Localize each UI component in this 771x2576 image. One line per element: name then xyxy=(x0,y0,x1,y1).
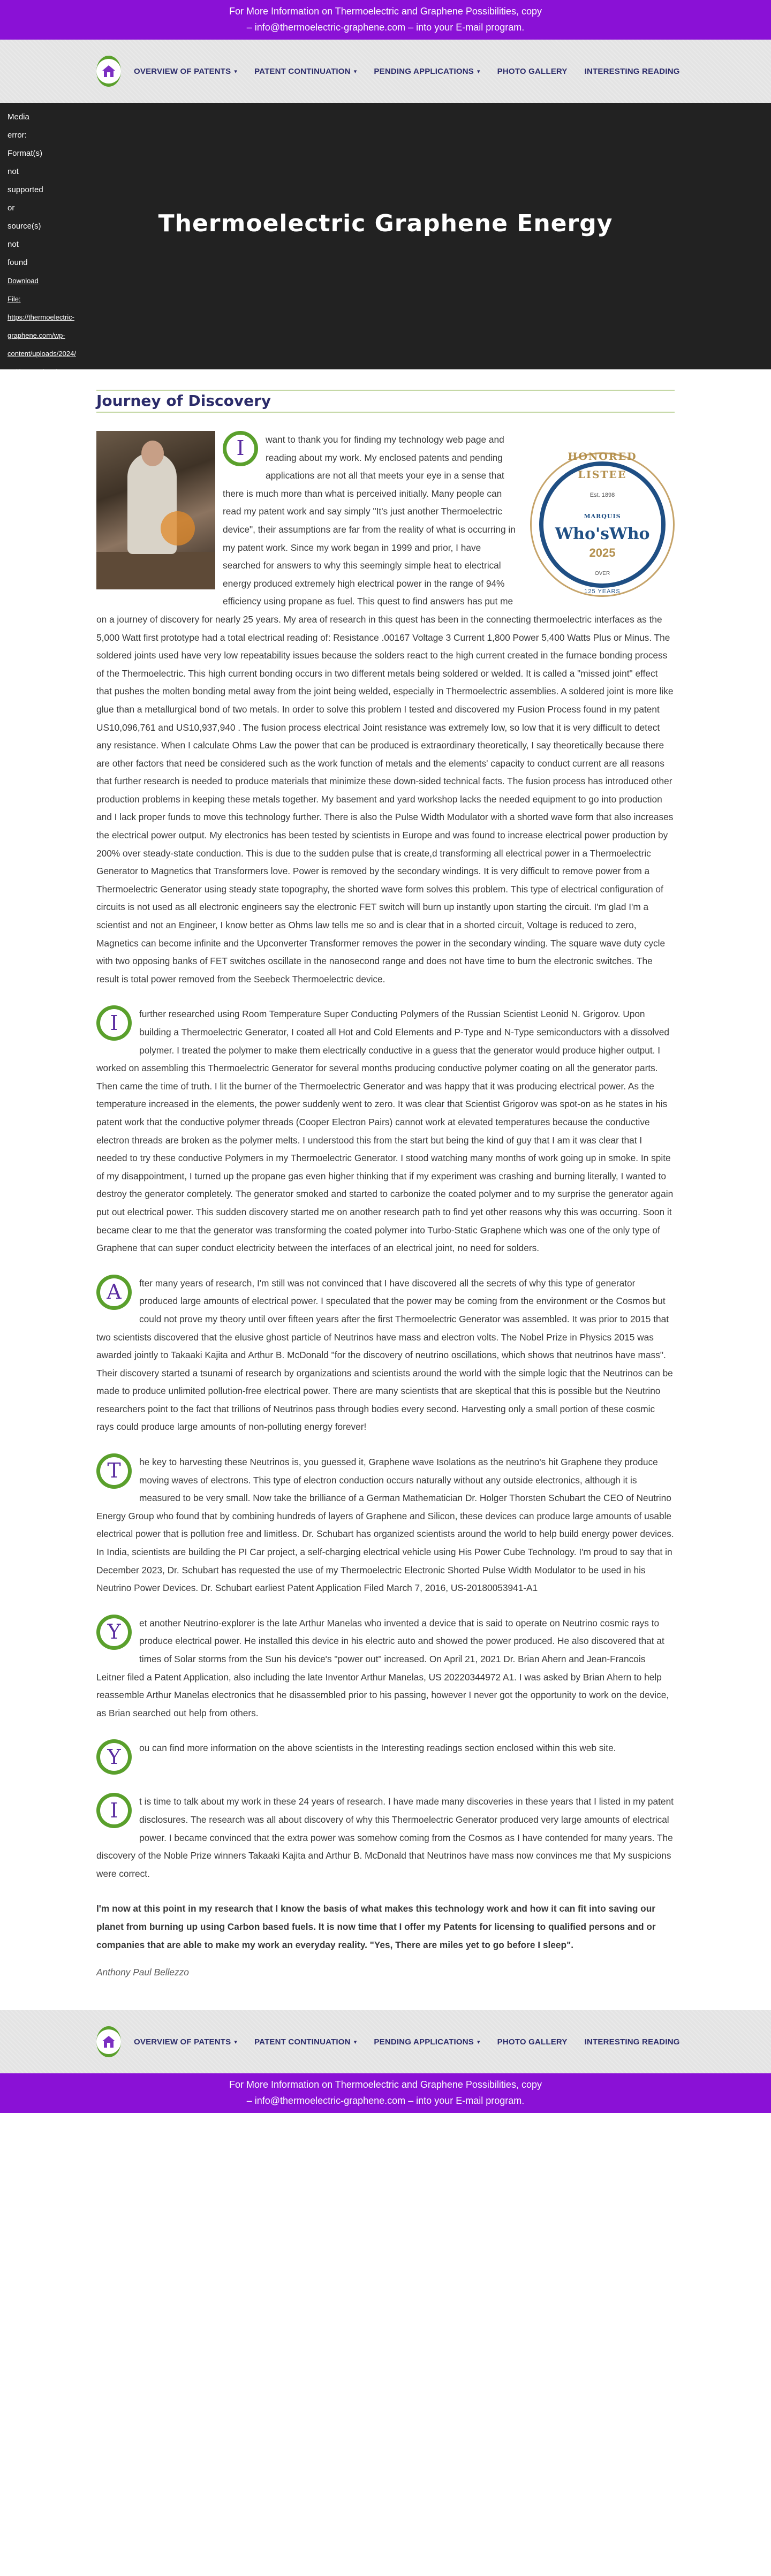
article-paragraph xyxy=(96,1005,675,1257)
chevron-down-icon: ▾ xyxy=(234,2039,238,2045)
article-paragraph xyxy=(96,1793,675,1883)
email-link[interactable]: info@thermoelectric-graphene.com xyxy=(254,2095,406,2107)
file-url-link[interactable]: graphene.com/wp- xyxy=(7,331,65,339)
chevron-down-icon: ▾ xyxy=(477,2039,480,2045)
announcement-email-line: – info@thermoelectric-graphene.com – into your E-mail program. xyxy=(246,22,525,33)
chevron-down-icon: ▾ xyxy=(353,68,357,75)
dropcap: I xyxy=(223,431,258,466)
chevron-down-icon: ▾ xyxy=(353,2039,357,2045)
home-icon xyxy=(101,64,116,78)
article-paragraph xyxy=(96,1739,675,1776)
inventor-photo xyxy=(96,431,215,589)
paragraph-text: et another Neutrino-explorer is the late Arthur Manelas who invented a device that is said to operate on Neutrino cosmic rays to produce electrical power. He installed this device in his electric auto and showed the power produced. He also discovered that at times of Solar storms from the Sun his device's "power out" increased. On April 21, 2021 Dr. Brian Ahern and Jean-Francois Leitner filed a Patent Application, also including the late Inventor Arthur Manelas, US 20220344972 A1. I was asked by Brian Ahern to help reassemble Arthur Manelas electronics that he disassembled prior to his passing, however I never got the opportunity to work on the device, as Brian searched out help from others. xyxy=(96,1617,669,1718)
dropcap: T xyxy=(96,1453,132,1489)
chevron-down-icon: ▾ xyxy=(477,68,480,75)
paragraph-text: fter many years of research, I'm still was not convinced that I have discovered all the secrets of why this type of generator produced large amounts of electrical power. I speculated that the power may be coming from the environment or the Cosmos but could not prove my theory until over fifteen years after the first Thermoelectric Generator was assembled. It was prior to 2015 that two scientists discovered that the elusive ghost particle of Neutrinos have mass and electron volts. The Nobel Prize in Physics 2015 was awarded jointly to Takaaki Kajita and Arthur B. McDonald "for the discovery of neutrino oscillations, which shows that neutrinos have mass". Their discovery started a tsunami of research by organizations and scientists around the world with the simple logic that the Neutrinos can be made to produce unlimited pollution-free electrical power. There are many scientists that are skeptical that this is possible but the Neutrino researchers point to the fact that trillions of Neutrinos pass through bodies every second. Harvesting only a small portion of these cosmic rays could produce large amounts of non-polluting energy forever! xyxy=(96,1277,673,1433)
home-logo[interactable] xyxy=(96,2026,121,2057)
nav-photo-gallery[interactable]: PHOTO GALLERY xyxy=(497,2037,568,2047)
dropcap: Y xyxy=(96,1739,132,1775)
page-title: Journey of Discovery xyxy=(96,390,675,413)
nav-overview-of-patents[interactable]: OVERVIEW OF PATENTS ▾ xyxy=(134,66,238,76)
dropcap: Y xyxy=(96,1615,132,1650)
announcement-email-line: – info@thermoelectric-graphene.com – into your E-mail program. xyxy=(246,2095,525,2107)
download-link[interactable]: Download xyxy=(7,277,39,285)
nav-photo-gallery[interactable]: PHOTO GALLERY xyxy=(497,66,568,76)
whos-who-badge: HONORED LISTEE Est. 1898 MARQUIS Who'sWho 2025 OVER 125 YEARS xyxy=(530,452,675,597)
article-paragraph xyxy=(96,1615,675,1723)
hero-title: Thermoelectric Graphene Energy xyxy=(158,210,613,237)
announcement-bar xyxy=(0,0,771,40)
file-url-link[interactable]: https://thermoelectric- xyxy=(7,313,74,321)
paragraph-text: want to thank you for finding my technology web page and reading about my work. My enclosed patents and pending applications are not all that meets your eye in a sense that there is much more than what is perceived initially. Many people can read my patent work and say simply "It's just another Thermoelectric device", their assumptions are far from the reality of what is occurring in my patent work. Since my work began in 1999 and prior, I have searched for answers to why this seemingly simple heat to electrical energy produced extremely high electrical power in the range of 94% efficiency using propane as fuel. This quest to find answers has put me on a journey of discovery for nearly 25 years. My area of research in this quest has been in the connecting thermoelectric interfaces as the 5,000 Watt first prototype had a total electrical reading of: Resistance .00167 Voltage 3 Current 1,800 Power 5,400 Watts Plus or Minus. The soldered joints used have very low repeatability issues because the solders react to the high current created in the furnace bonding process of the Thermoelectric. This high current bonding occurs in two different metals being soldered or welded. It is called a "missed joint" effect that pushes the molten bonding metal away from the joint being welded, especially in Thermoelectric assemblies. A soldered joint is more like glue than a metallurgical bond of two metals. In order to solve this problem I tested and discovered my Fusion Process found in my patent US10,096,761 and US10,937,940 . The fusion process electrical Joint resistance was extremely low, so low that it is very difficult to detect any resistance. When I calculate Ohms Law the power that can be produced is extraordinary theoretically, I say theoretically because there are other factors that need be considered such as the work function of metals and the elements' capacity to conduct current are all reasons that further research is needed to produce materials that minimize these down-sided technical facts. The fusion process has introduced other production problems in keeping these metals together. My basement and yard workshop lacks the needed equipment to go into production and I lack proper funds to move this technology further. There is also the Pulse Width Modulator with a shorted wave form that also increases the electrical power output. My electronics has been tested by scientists in Europe and was found to increase electrical power production by 200% over steady-state conduction. This is due to the sudden pulse that is create,d transforming all electrical power in a Thermoelectric Generator to Magnetics that Transformers love. Power is removed by the secondary windings. It is very difficult to remove power from a Thermoelectric Generator using steady state topography, the shorted wave form solves this problem. This type of electrical configuration of circuits is not used as all electronic engineers say the electronic FET switch will burn up instantly upon starting the circuit. I'm glad I'm a scientist and not an Engineer, I know better as Ohms law tells me so and is clear that in a shorted circuit, Voltage is reduced to zero, Magnetics can become infinite and the Upconverter Transformer removes the power in the secondary winding. The square wave duty cycle with two opposing banks of FET switches oscillate in the nanosecond range and does not have time to burn the electronic switches. The result is total power removed from the Seebeck Thermoelectric device. xyxy=(96,434,674,984)
nav-interesting-reading[interactable]: INTERESTING READING xyxy=(584,66,680,76)
paragraph-text: ou can find more information on the above scientists in the Interesting readings section enclosed within this web site. xyxy=(139,1742,616,1754)
article-paragraph xyxy=(96,431,675,988)
main-content xyxy=(96,369,675,2010)
announcement-line: For More Information on Thermoelectric and Graphene Possibilities, copy xyxy=(229,2079,542,2090)
main-navigation xyxy=(0,40,771,103)
author-signature: Anthony Paul Bellezzo xyxy=(96,1967,189,1978)
paragraph-text: he key to harvesting these Neutrinos is, you guessed it, Graphene wave Isolations as the neutrino's hit Graphene they produce moving waves of electrons. This type of electron conduction occurs naturally without any outside electronics, although it is measured to be very small. Now take the brilliance of a German Mathematician Dr. Holger Thorsten Schubart the CEO of Neutrino Energy Group who found that by combining hundreds of layers of Graphene and Silicon, these devices can produce large amounts of usable electrical power that is pollution free and limitless. Dr. Schubart has organized scientists around the world to help build energy power devices. In India, scientists are building the PI Car project, a self-charging electrical vehicle using His Power Cube Technology. I'm proud to say that in December 2023, Dr. Schubart has requested the use of my Thermoelectric Electronic Shorted Pulse Width Modulator to be used in his Neutrino Power Devices. Dr. Schubart earliest Patent Application Filed March 7, 2016, US-20180053941-A1 xyxy=(96,1457,674,1594)
dropcap: I xyxy=(96,1793,132,1828)
paragraph-text: t is time to talk about my work in these 24 years of research. I have made many discoveries in these years that I listed in my patent disclosures. The research was all about discovery of why this Thermoelectric Generator produced very large amounts of electrical power. I became convinced that the extra power was somehow coming from the Cosmos as I have contended for many years. The discovery of the Noble Prize winners Takaaki Kajita and Arthur B. McDonald that Neutrinos have mass now convinces me that My suspicions were correct. xyxy=(96,1796,674,1879)
file-link[interactable]: File: xyxy=(7,295,21,303)
dropcap: A xyxy=(96,1275,132,1310)
nav-patent-continuation[interactable]: PATENT CONTINUATION ▾ xyxy=(254,2037,357,2047)
media-error-message: Media error: Format(s) not supported or source(s) not found Download File: https://thermoelectric- graphene.com/wp- content/uploads/2024/07/thermoelectric- xyxy=(7,108,77,381)
article-paragraph xyxy=(96,1275,675,1436)
announcement-line: For More Information on Thermoelectric and Graphene Possibilities, copy xyxy=(229,6,542,17)
nav-pending-applications[interactable]: PENDING APPLICATIONS ▾ xyxy=(374,66,480,76)
nav-overview-of-patents[interactable]: OVERVIEW OF PATENTS ▾ xyxy=(134,2037,238,2047)
dropcap: I xyxy=(96,1005,132,1041)
email-link[interactable]: info@thermoelectric-graphene.com xyxy=(254,22,406,33)
paragraph-text: further researched using Room Temperature Super Conducting Polymers of the Russian Scientist Leonid N. Grigorov. Upon building a Thermoelectric Generator, I coated all Hot and Cold Elements and P-Type and N-Type semiconductors with a dissolved polymer. I treated the polymer to make them electrically conductive in a guess that the generator would produce higher output. I worked on assembling this Thermoelectric Generator for several months producing conductive polymer coating on all the generator parts. Then came the time of truth. I lit the burner of the Thermoelectric Generator and was happy that it was producing electrical power. As the temperature increased in the elements, the power suddenly went to zero. It was clear that Scientist Grigorov was spot-on as he states in his patent work that the conductive polymer threads (Cooper Electron Pairs) cannot work at elevated temperatures because the conductive electron threads are broken as the polymer melts. I understood this from the start but being the kind of guy that I am it was clear that I needed to try these conductive Polymers in my Thermoelectric Generator. I stood watching many months of work going up in smoke. In spite of my disappointment, I turned up the propane gas even higher thinking that if my experiment was crashing and burning literally, I wanted to destroy the generator completely. The generator smoked and started to carbonize the coated polymer and to my surprise the generator again put out electrical power. This sudden discovery started me on another research path to find yet other reasons why this was occurring. Soon it became clear to me that the generator was transforming the coated polymer into Turbo-Static Graphene which was one of the only type of Graphene that can super conduct electricity between the interfaces of an electrical joint, no need for solders. xyxy=(96,1009,674,1254)
home-icon xyxy=(101,2035,116,2049)
footer-navigation xyxy=(0,2010,771,2073)
home-logo[interactable] xyxy=(96,56,121,87)
chevron-down-icon: ▾ xyxy=(234,68,238,75)
closing-statement: I'm now at this point in my research that I know the basis of what makes this technology work and how it can fit into saving our planet from burning up using Carbon based fuels. It is now time that I offer my Patents for licensing to qualified persons and or companies that are able to make my work an everyday reality. "Yes, There are miles yet to go before I sleep". xyxy=(96,1903,656,1950)
nav-interesting-reading[interactable]: INTERESTING READING xyxy=(584,2037,680,2047)
footer-announcement-bar xyxy=(0,2073,771,2113)
hero-banner xyxy=(0,103,771,376)
article-paragraph xyxy=(96,1453,675,1597)
nav-patent-continuation[interactable]: PATENT CONTINUATION ▾ xyxy=(254,66,357,76)
nav-pending-applications[interactable]: PENDING APPLICATIONS ▾ xyxy=(374,2037,480,2047)
file-url-link[interactable]: content/uploads/2024/07/thermoelectric- xyxy=(7,350,76,376)
